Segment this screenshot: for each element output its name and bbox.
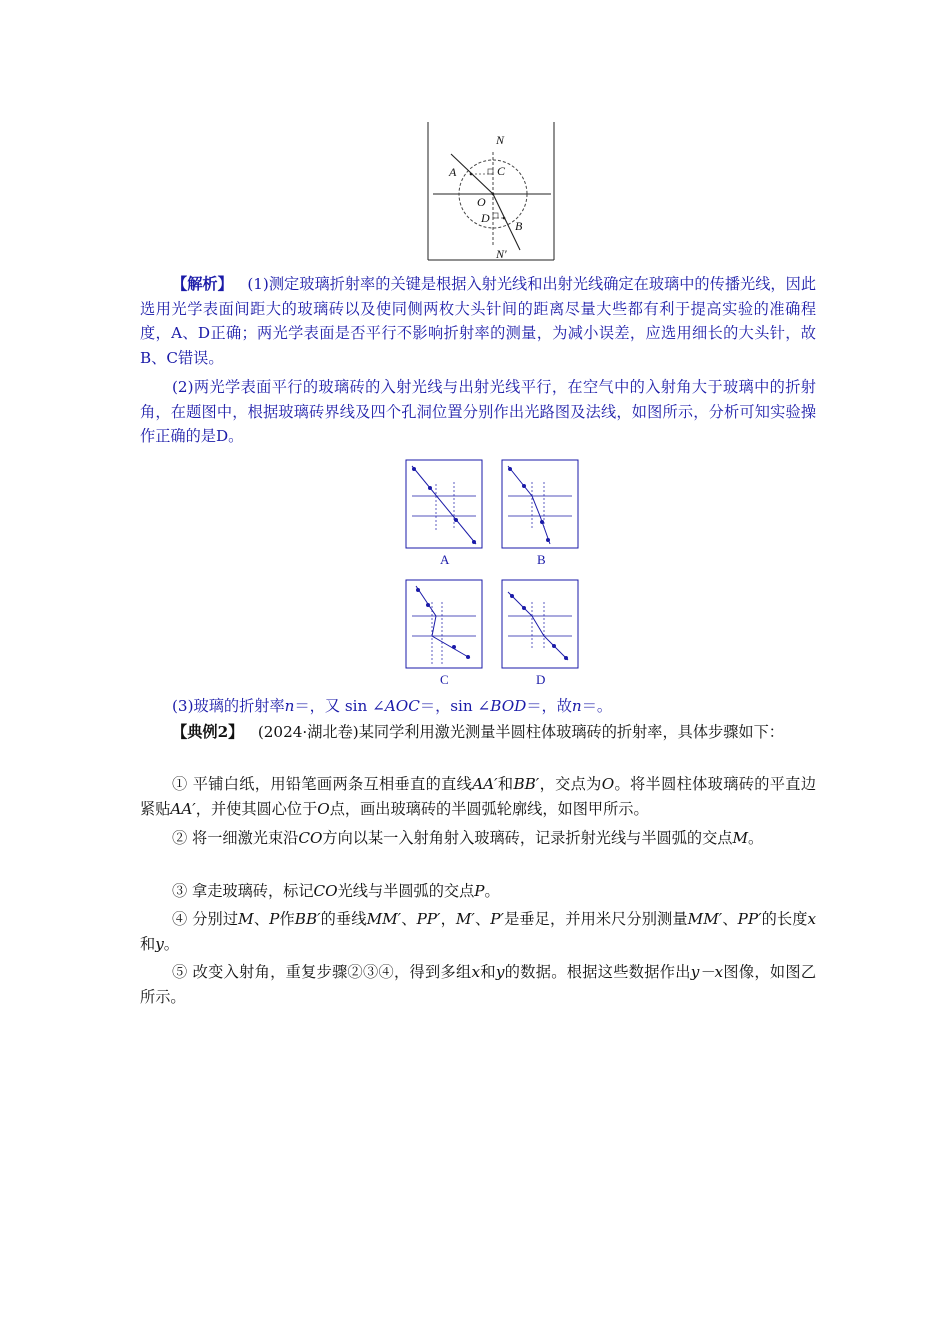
- p3-var-n: n: [284, 697, 295, 715]
- example-intro-text: (2024·湖北卷)某同学利用激光测量半圆柱体玻璃砖的折射率，具体步骤如下：: [257, 723, 784, 741]
- panel-a: [406, 460, 482, 548]
- example-intro: [140, 720, 816, 745]
- s1-aa: AA′: [472, 775, 498, 793]
- s4-p2: P′: [490, 910, 504, 928]
- p3-text-a: (3)玻璃的折射率: [172, 697, 285, 715]
- point-b: [503, 217, 506, 220]
- label-n: N: [496, 133, 505, 147]
- s2-co: CO: [298, 829, 323, 847]
- s4-y: y: [155, 934, 164, 953]
- s1-a: ① 平铺白纸，用铅笔画两条互相垂直的直线: [172, 775, 473, 793]
- right-angle-d: [493, 213, 498, 218]
- p3-angle-bod: BOD: [490, 697, 527, 715]
- solution-paragraph-1: [140, 272, 816, 370]
- solution-text-1: (1)测定玻璃折射率的关键是根据入射光线和出射光线确定在玻璃中的传播光线，因此选用光学表面间距大的玻璃砖以及使同侧两枚大头针间的距离尽量大些都有利于提高实验的准确程度，A、D正确；两光学表面是否平行不影响折射率的测量，为减小误差，应选用细长的大头针，故B、C错误。: [140, 275, 817, 367]
- s5-d: 图像，如图乙所示。: [140, 963, 817, 1006]
- s4-mm: MM′: [366, 910, 402, 928]
- solution-tag: 【解析】: [172, 275, 233, 293]
- s2-m: M: [732, 829, 749, 847]
- s2-b: 方向以某一入射角射入玻璃砖，记录折射光线与半圆弧的交点: [322, 829, 733, 847]
- label-a: A: [449, 165, 457, 179]
- s4-d: 的垂线: [320, 910, 367, 928]
- point-a: [470, 173, 473, 176]
- label-c: C: [497, 164, 506, 178]
- panel-a-label: A: [440, 552, 450, 567]
- panel-d: [502, 580, 578, 668]
- right-angle-c: [488, 169, 493, 174]
- s4-h: 是垂足，并用米尺分别测量: [503, 910, 688, 928]
- s1-c: ，交点为: [539, 775, 602, 793]
- p3-text-d: ＝，故: [526, 697, 572, 715]
- p3-text-b: ＝，又 sin ∠: [294, 697, 385, 715]
- s4-e: 、: [401, 910, 417, 928]
- s5-y: y: [495, 963, 505, 981]
- step-1: [140, 772, 816, 821]
- p3-text-e: ＝。: [581, 697, 613, 715]
- p3-text-c: ＝，sin ∠: [419, 697, 491, 715]
- refraction-diagram: [423, 122, 557, 262]
- s1-aa2: AA′: [170, 799, 196, 818]
- panel-c-label: C: [440, 672, 449, 687]
- s1-o: O: [601, 775, 615, 793]
- s4-g: 、: [474, 910, 491, 928]
- s4-x: x: [807, 910, 817, 928]
- panel-b-label: B: [537, 552, 546, 567]
- s1-f: 点，画出玻璃砖的半圆弧轮廓线，如图甲所示。: [329, 799, 649, 818]
- s1-e: ，并使其圆心位于: [195, 799, 318, 818]
- step-2: [140, 826, 816, 851]
- s5-yx: y－x: [690, 963, 724, 981]
- s4-i: 、: [722, 910, 738, 928]
- panel-c: [406, 580, 482, 668]
- s4-b: 、: [253, 910, 270, 928]
- solution-paragraph-3: [140, 694, 816, 719]
- s5-c: 的数据。根据这些数据作出: [504, 963, 691, 981]
- s3-a: ③ 拿走玻璃砖，标记: [172, 882, 314, 900]
- s3-co: CO: [313, 882, 338, 900]
- s4-j: 的长度: [761, 910, 808, 928]
- step-3: [140, 879, 816, 904]
- label-o: O: [477, 195, 486, 209]
- light-path-panels: [404, 458, 584, 690]
- s1-bb: BB′: [513, 775, 540, 793]
- s2-a: ② 将一细激光束沿: [172, 829, 299, 847]
- s5-x: x: [471, 963, 481, 981]
- s3-c: 。: [484, 882, 500, 900]
- s4-f: ，: [440, 910, 456, 928]
- s4-p: P: [269, 910, 280, 928]
- s4-l: 。: [163, 934, 179, 953]
- step-5: [140, 960, 816, 1009]
- step-4: [140, 907, 816, 956]
- solution-paragraph-2: [140, 375, 816, 449]
- s3-p: P: [474, 882, 485, 900]
- s4-bb: BB′: [294, 910, 321, 928]
- s4-pp: PP′: [416, 910, 441, 928]
- s4-mm2: MM′: [687, 910, 723, 928]
- s1-d: 。将半圆柱体玻璃砖的平直边紧贴: [140, 775, 817, 818]
- s5-a: ⑤ 改变入射角，重复步骤②③④，得到多组: [172, 963, 472, 981]
- s4-m2: M′: [455, 910, 475, 928]
- label-d: D: [481, 211, 490, 225]
- s1-o2: O: [317, 799, 330, 818]
- s4-m: M: [238, 910, 254, 928]
- panel-b: [502, 460, 578, 548]
- label-n-prime: N′: [496, 247, 507, 261]
- s4-k: 和: [140, 934, 156, 953]
- panel-d-label: D: [536, 672, 546, 687]
- label-b: B: [515, 219, 523, 233]
- p3-angle-aoc: AOC: [384, 697, 420, 715]
- s1-b: 和: [497, 775, 514, 793]
- s2-c: 。: [748, 829, 764, 847]
- s3-b: 光线与半圆弧的交点: [337, 882, 475, 900]
- solution-text-2: (2)两光学表面平行的玻璃砖的入射光线与出射光线平行，在空气中的入射角大于玻璃中的折射角，在题图中，根据玻璃砖界线及四个孔洞位置分别作出光路图及法线，如图所示，分析可知实验操作正确的是D。: [140, 378, 816, 445]
- s4-a: ④ 分别过: [172, 910, 239, 928]
- p3-var-n2: n: [571, 697, 582, 715]
- s4-c: 作: [279, 910, 295, 928]
- container-outline: [428, 122, 554, 260]
- s5-b: 和: [480, 963, 496, 981]
- point-o: [492, 193, 495, 196]
- s4-pp2: PP′: [737, 910, 762, 928]
- example-tag: 【典例2】: [172, 723, 244, 741]
